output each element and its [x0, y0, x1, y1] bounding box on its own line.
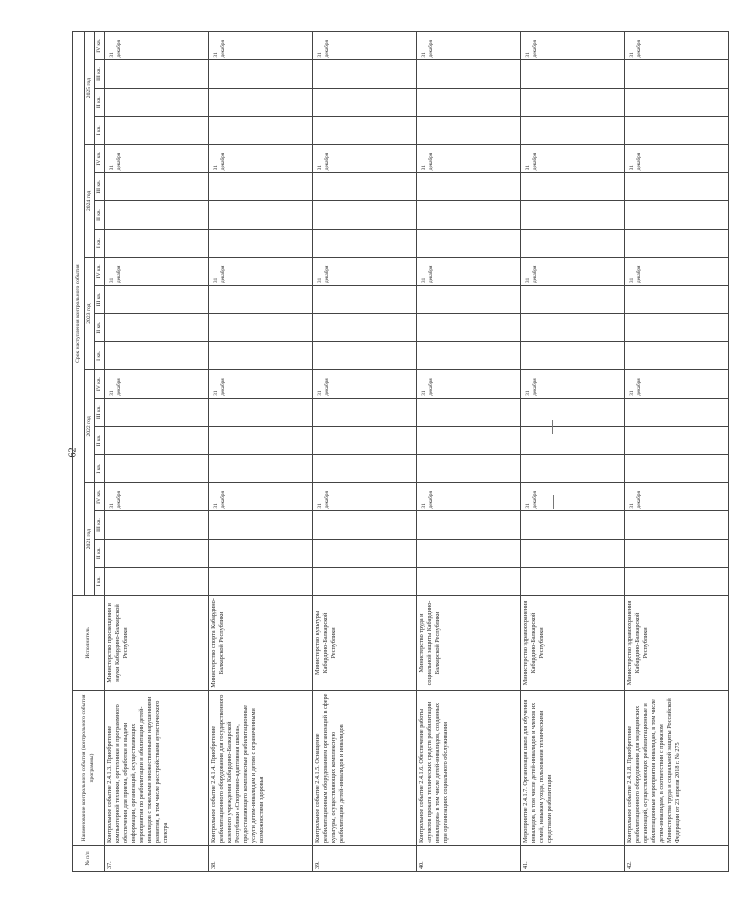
control-events-table — [72, 31, 729, 872]
empty-quarter-cell — [417, 455, 521, 483]
empty-quarter-cell — [625, 285, 729, 313]
row-number: 40. — [417, 846, 521, 872]
empty-quarter-cell — [105, 116, 209, 144]
empty-quarter-cell — [417, 511, 521, 539]
empty-quarter-cell — [521, 60, 625, 88]
header-quarter: II кв. — [95, 88, 105, 116]
table-row — [209, 32, 313, 872]
empty-quarter-cell — [105, 201, 209, 229]
empty-quarter-cell — [209, 229, 313, 257]
deadline-cell: 31 декабря — [209, 32, 313, 60]
empty-quarter-cell — [313, 314, 417, 342]
empty-quarter-cell — [313, 88, 417, 116]
header-quarter: I кв. — [95, 567, 105, 595]
deadline-cell: 31 декабря — [521, 145, 625, 173]
empty-quarter-cell — [313, 201, 417, 229]
empty-quarter-cell — [625, 314, 729, 342]
header-year: 2024 год — [85, 145, 95, 258]
empty-quarter-cell — [105, 173, 209, 201]
empty-quarter-cell — [521, 539, 625, 567]
deadline-cell: 31 декабря — [313, 370, 417, 398]
empty-quarter-cell — [313, 173, 417, 201]
header-executor: Исполнитель — [73, 596, 105, 691]
deadline-cell: 31 декабря — [625, 257, 729, 285]
deadline-cell: 31 декабря — [105, 483, 209, 511]
empty-quarter-cell — [313, 116, 417, 144]
empty-quarter-cell — [209, 173, 313, 201]
deadline-cell: 31 декабря — [417, 483, 521, 511]
empty-quarter-cell — [209, 455, 313, 483]
header-num: № п/п — [73, 846, 105, 872]
rotated-table-container — [72, 32, 682, 872]
empty-quarter-cell — [625, 229, 729, 257]
header-quarter: II кв. — [95, 426, 105, 454]
executor: Министерство спорта Кабардино-Балкарской Республики — [209, 596, 313, 691]
empty-quarter-cell — [625, 539, 729, 567]
empty-quarter-cell — [625, 426, 729, 454]
empty-quarter-cell — [417, 567, 521, 595]
empty-quarter-cell — [313, 511, 417, 539]
header-name: Наименование контрольного события (контрольного события программы) — [73, 691, 105, 846]
empty-quarter-cell — [313, 455, 417, 483]
executor: Министерство здравоохранения Кабардино-Балкарской Республики — [625, 596, 729, 691]
event-name: Контрольное событие 2.4.1.4. Приобретение реабилитационного оборудования для государственного казенного учреждения Кабардино-Балкарской Республики «Спортивно-адаптивная школа», предоставляющего комплексные реабилитационные услуги детям-инвалидам и детям с ограниченными возможностями здоровья — [209, 691, 313, 846]
header-year: 2023 год — [85, 257, 95, 370]
empty-quarter-cell — [417, 60, 521, 88]
empty-quarter-cell — [625, 60, 729, 88]
header-quarter: I кв. — [95, 229, 105, 257]
event-name: Контрольное событие 2.4.1.8. Приобретение реабилитационного оборудования для медицинских организаций, осуществляющих реабилитационные и абилитационные мероприятия инвалидам, в том числе детям-инвалидам, в соответствии с приказом Министерства труда и социальной защиты Российской Федерации от 23 апреля 2018 г. № 275 — [625, 691, 729, 846]
empty-quarter-cell — [313, 426, 417, 454]
empty-quarter-cell — [521, 285, 625, 313]
deadline-cell: 31 декабря — [209, 145, 313, 173]
empty-quarter-cell — [417, 426, 521, 454]
empty-quarter-cell — [625, 398, 729, 426]
empty-quarter-cell — [105, 229, 209, 257]
empty-quarter-cell — [313, 342, 417, 370]
header-term: Срок наступления контрольного события — [73, 32, 85, 596]
header-quarter: I кв. — [95, 455, 105, 483]
deadline-cell: 31 декабря — [209, 370, 313, 398]
deadline-cell: 31 декабря — [313, 483, 417, 511]
empty-quarter-cell — [313, 229, 417, 257]
header-year: 2022 год — [85, 370, 95, 483]
empty-quarter-cell — [313, 539, 417, 567]
empty-quarter-cell — [625, 173, 729, 201]
header-quarter: IV кв. — [95, 370, 105, 398]
deadline-cell: 31 декабря — [417, 32, 521, 60]
empty-quarter-cell — [521, 88, 625, 116]
empty-quarter-cell — [521, 426, 625, 454]
deadline-cell: 31 декабря — [105, 257, 209, 285]
empty-quarter-cell — [105, 60, 209, 88]
empty-quarter-cell — [209, 88, 313, 116]
deadline-cell: 31 декабря — [313, 32, 417, 60]
empty-quarter-cell — [417, 173, 521, 201]
header-quarter: III кв. — [95, 398, 105, 426]
deadline-cell: 31 декабря — [105, 370, 209, 398]
empty-quarter-cell — [521, 511, 625, 539]
empty-quarter-cell — [209, 314, 313, 342]
empty-quarter-cell — [105, 455, 209, 483]
empty-quarter-cell — [209, 201, 313, 229]
empty-quarter-cell — [105, 88, 209, 116]
deadline-cell: 31 декабря — [625, 32, 729, 60]
header-quarter: II кв. — [95, 201, 105, 229]
deadline-cell: 31 декабря — [209, 483, 313, 511]
header-quarter: I кв. — [95, 342, 105, 370]
empty-quarter-cell — [625, 116, 729, 144]
deadline-cell: 31 декабря — [105, 32, 209, 60]
empty-quarter-cell — [209, 342, 313, 370]
table-row — [105, 32, 209, 872]
empty-quarter-cell — [521, 342, 625, 370]
empty-quarter-cell — [625, 88, 729, 116]
table-row — [625, 32, 729, 872]
empty-quarter-cell — [417, 314, 521, 342]
empty-quarter-cell — [313, 567, 417, 595]
deadline-cell: 31 декабря — [521, 257, 625, 285]
empty-quarter-cell — [521, 567, 625, 595]
empty-quarter-cell — [417, 201, 521, 229]
empty-quarter-cell — [521, 116, 625, 144]
page-number: 62 — [67, 447, 79, 458]
empty-quarter-cell — [105, 285, 209, 313]
executor: Министерство просвещения и науки Кабардино-Балкарской Республики — [105, 596, 209, 691]
row-number: 37. — [105, 846, 209, 872]
empty-quarter-cell — [105, 342, 209, 370]
table-row — [313, 32, 417, 872]
header-quarter: II кв. — [95, 539, 105, 567]
empty-quarter-cell — [209, 116, 313, 144]
empty-quarter-cell — [209, 398, 313, 426]
empty-quarter-cell — [417, 398, 521, 426]
empty-quarter-cell — [625, 201, 729, 229]
header-quarter: IV кв. — [95, 145, 105, 173]
empty-quarter-cell — [105, 511, 209, 539]
empty-quarter-cell — [105, 539, 209, 567]
header-quarter: III кв. — [95, 173, 105, 201]
empty-quarter-cell — [521, 455, 625, 483]
empty-quarter-cell — [209, 60, 313, 88]
executor: Министерство культуры Кабардино-Балкарской Республики — [313, 596, 417, 691]
empty-quarter-cell — [313, 60, 417, 88]
header-quarter: IV кв. — [95, 483, 105, 511]
deadline-cell: 31 декабря — [625, 145, 729, 173]
header-quarter: I кв. — [95, 116, 105, 144]
event-name: Мероприятие 2.4.1.7. Организация школ для обучения инвалидов, в том числе детей-инвалидов и членов их семей, навыкам ухода, пользования техническими средствами реабилитации — [521, 691, 625, 846]
row-number: 38. — [209, 846, 313, 872]
deadline-cell: 31 декабря — [417, 257, 521, 285]
empty-quarter-cell — [625, 511, 729, 539]
margin-mark — [553, 495, 554, 509]
empty-quarter-cell — [105, 314, 209, 342]
executor: Министерство труда и социальной защиты Кабардино-Балкарской Республики — [417, 596, 521, 691]
deadline-cell: 31 декабря — [417, 145, 521, 173]
header-year: 2021 год — [85, 483, 95, 596]
deadline-cell: 31 декабря — [105, 145, 209, 173]
empty-quarter-cell — [417, 342, 521, 370]
deadline-cell: 31 декабря — [313, 257, 417, 285]
empty-quarter-cell — [209, 539, 313, 567]
empty-quarter-cell — [521, 229, 625, 257]
empty-quarter-cell — [521, 173, 625, 201]
table-row — [417, 32, 521, 872]
table-row — [521, 32, 625, 872]
header-year: 2025 год — [85, 32, 95, 145]
empty-quarter-cell — [105, 567, 209, 595]
empty-quarter-cell — [313, 398, 417, 426]
empty-quarter-cell — [521, 398, 625, 426]
empty-quarter-cell — [417, 285, 521, 313]
header-quarter: IV кв. — [95, 257, 105, 285]
empty-quarter-cell — [105, 398, 209, 426]
deadline-cell: 31 декабря — [521, 483, 625, 511]
margin-mark — [552, 420, 553, 434]
empty-quarter-cell — [209, 567, 313, 595]
empty-quarter-cell — [625, 567, 729, 595]
table-body — [105, 32, 729, 872]
empty-quarter-cell — [209, 426, 313, 454]
deadline-cell: 31 декабря — [625, 483, 729, 511]
event-name: Контрольное событие 2.4.1.3. Приобретение компьютерной техники, оргтехники и программного обеспечения для приема, обработки и выдачи информации, организаций, осуществляющих мероприятия по реабилитации и абилитации детей-инвалидов с тяжелыми множественными нарушениями развития, в том числе расстройствами аутистического спектра — [105, 691, 209, 846]
deadline-cell: 31 декабря — [625, 370, 729, 398]
deadline-cell: 31 декабря — [209, 257, 313, 285]
empty-quarter-cell — [105, 426, 209, 454]
row-number: 39. — [313, 846, 417, 872]
empty-quarter-cell — [209, 511, 313, 539]
header-quarter: II кв. — [95, 314, 105, 342]
empty-quarter-cell — [417, 539, 521, 567]
empty-quarter-cell — [625, 455, 729, 483]
empty-quarter-cell — [417, 116, 521, 144]
deadline-cell: 31 декабря — [313, 145, 417, 173]
row-number: 42. — [625, 846, 729, 872]
header-quarter: III кв. — [95, 285, 105, 313]
empty-quarter-cell — [313, 285, 417, 313]
header-quarter: III кв. — [95, 511, 105, 539]
empty-quarter-cell — [417, 88, 521, 116]
deadline-cell: 31 декабря — [417, 370, 521, 398]
empty-quarter-cell — [521, 201, 625, 229]
event-name: Контрольное событие 2.4.1.5. Оснащение реабилитационным оборудованием организаций в сфере культуры, осуществляющих комплексную реабилитацию детей-инвалидов и инвалидов — [313, 691, 417, 846]
empty-quarter-cell — [417, 229, 521, 257]
deadline-cell: 31 декабря — [521, 370, 625, 398]
table-header — [73, 32, 105, 872]
empty-quarter-cell — [209, 285, 313, 313]
empty-quarter-cell — [625, 342, 729, 370]
event-name: Контрольное событие 2.4.1.6. Обеспечение работы «пунктов проката технических средств реабилитации инвалидов» в том числе детей-инвалидов, созданных при организациях социального обслуживания — [417, 691, 521, 846]
header-quarter: IV кв. — [95, 32, 105, 60]
row-number: 41. — [521, 846, 625, 872]
executor: Министерство здравоохранения Кабардино-Балкарской Республики — [521, 596, 625, 691]
header-quarter: III кв. — [95, 60, 105, 88]
deadline-cell: 31 декабря — [521, 32, 625, 60]
empty-quarter-cell — [521, 314, 625, 342]
